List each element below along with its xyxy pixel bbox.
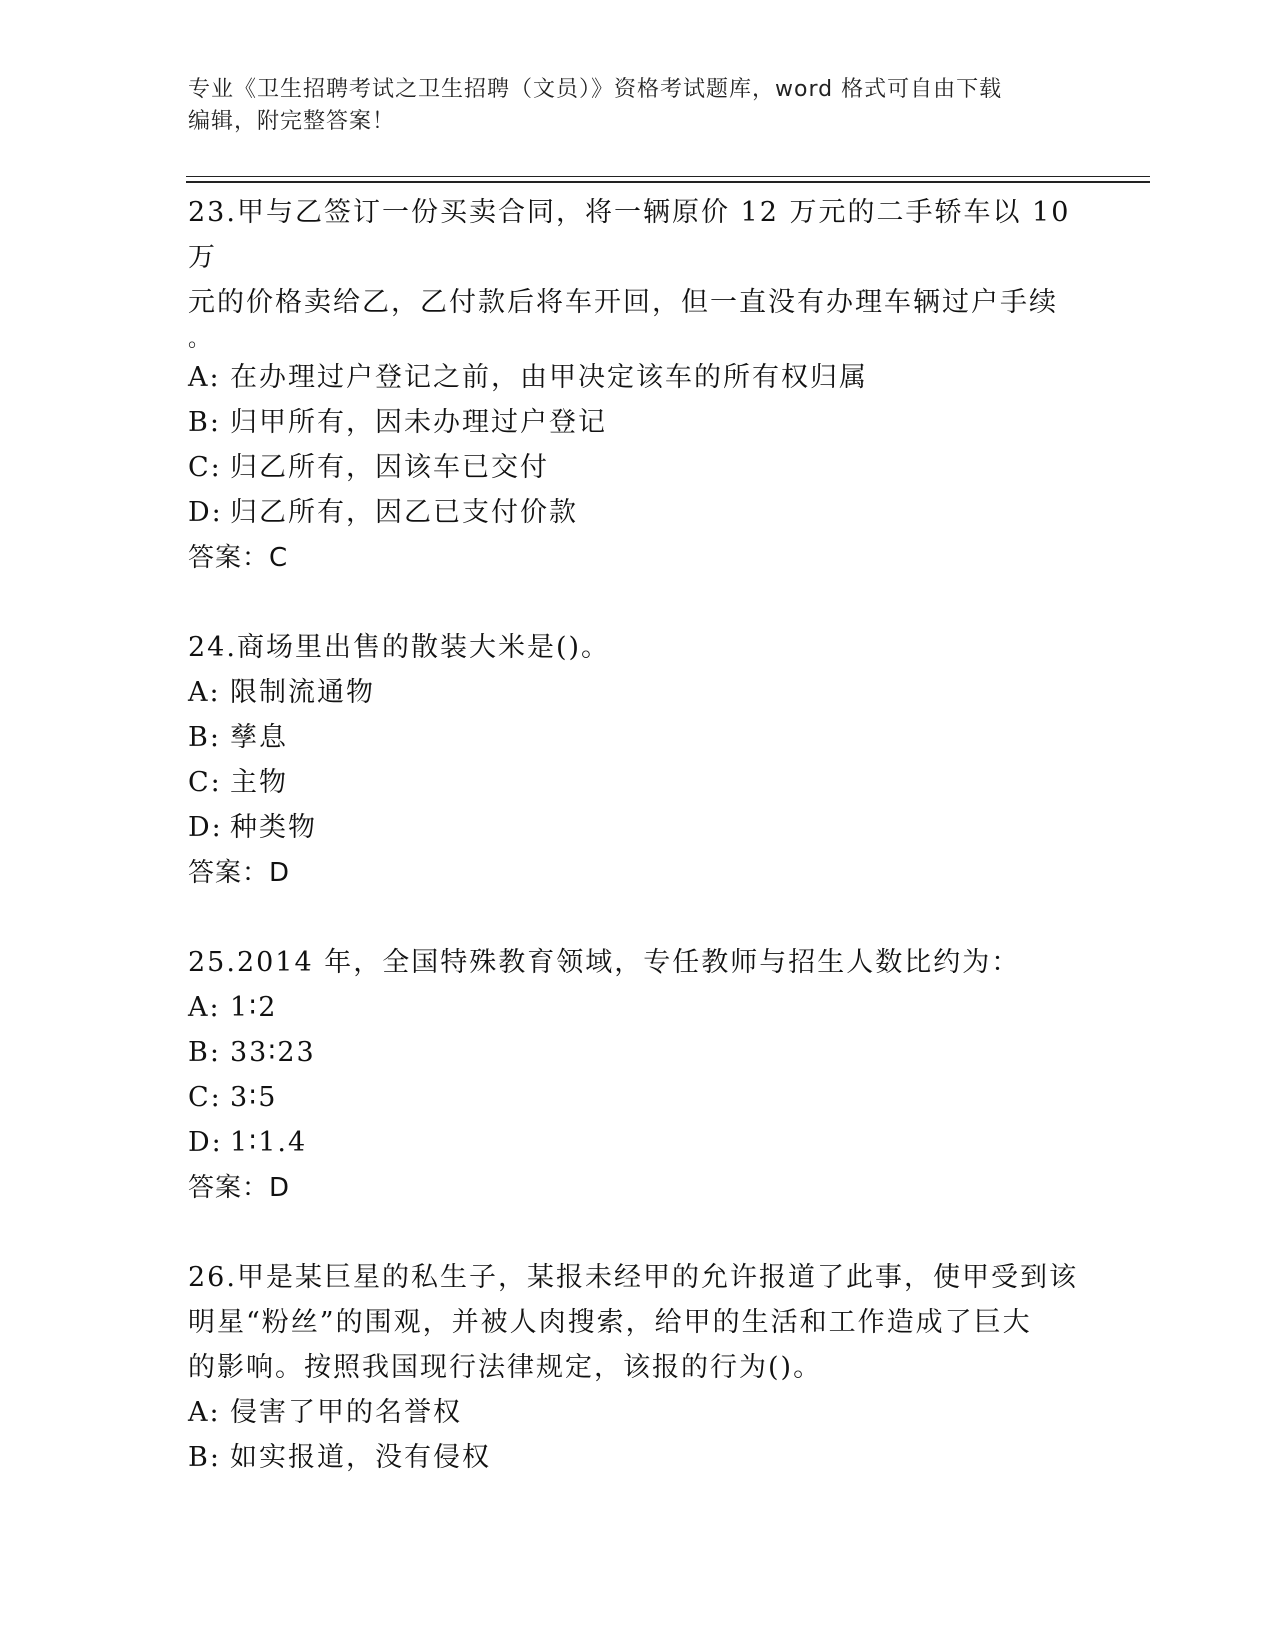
option-d bbox=[188, 490, 1088, 535]
question-stem-line: 明星“粉丝”的围观，并被人肉搜索，给甲的生活和工作造成了巨大 bbox=[188, 1307, 1032, 1338]
option-d bbox=[188, 805, 1088, 850]
option-text: 侵害了甲的名誉权 bbox=[230, 1397, 462, 1428]
question-stem-line: 的影响。按照我国现行法律规定，该报的行为()。 bbox=[188, 1352, 823, 1383]
option-b bbox=[188, 400, 1088, 445]
option-b bbox=[188, 1030, 1088, 1075]
option-a bbox=[188, 355, 1088, 400]
option-key: C: bbox=[188, 452, 222, 483]
header-line-1: 专业《卫生招聘考试之卫生招聘（文员）》资格考试题库，word 格式可自由下载 bbox=[188, 77, 1003, 102]
question-stem-trailing-punct: 。 bbox=[188, 327, 211, 352]
option-key: A: bbox=[188, 992, 221, 1023]
header-divider-thick bbox=[186, 181, 1150, 183]
question-stem-line: 23.甲与乙签订一份买卖合同，将一辆原价 12 万元的二手轿车以 10 万 bbox=[188, 197, 1071, 273]
option-key: C: bbox=[188, 1082, 222, 1113]
option-key: A: bbox=[188, 1397, 221, 1428]
question-23 bbox=[188, 190, 1088, 581]
question-stem-line: 26.甲是某巨星的私生子，某报未经甲的允许报道了此事，使甲受到该 bbox=[188, 1262, 1078, 1293]
option-b bbox=[188, 715, 1088, 760]
question-spacer bbox=[188, 896, 1088, 940]
option-key: A: bbox=[188, 677, 221, 708]
answer: 答案：D bbox=[188, 1173, 291, 1203]
option-c bbox=[188, 760, 1088, 805]
option-text: 1∶2 bbox=[230, 992, 278, 1023]
question-25 bbox=[188, 940, 1088, 1211]
option-key: C: bbox=[188, 767, 222, 798]
answer: 答案：D bbox=[188, 858, 291, 888]
option-a bbox=[188, 1390, 1088, 1435]
option-key: A: bbox=[188, 362, 221, 393]
header-divider-thin bbox=[186, 176, 1150, 177]
option-text: 在办理过户登记之前，由甲决定该车的所有权归属 bbox=[230, 362, 868, 393]
option-c bbox=[188, 445, 1088, 490]
option-text: 1∶1.4 bbox=[230, 1127, 308, 1158]
option-text: 归甲所有，因未办理过户登记 bbox=[230, 407, 607, 438]
question-stem-line: 元的价格卖给乙，乙付款后将车开回，但一直没有办理车辆过户手续 bbox=[188, 287, 1058, 318]
option-key: B: bbox=[188, 722, 221, 753]
answer: 答案：C bbox=[188, 543, 289, 573]
option-a bbox=[188, 985, 1088, 1030]
option-text: 归乙所有，因该车已交付 bbox=[230, 452, 549, 483]
question-stem-line: 25.2014 年，全国特殊教育领域，专任教师与招生人数比约为： bbox=[188, 947, 1021, 978]
option-key: B: bbox=[188, 407, 221, 438]
option-b bbox=[188, 1435, 1088, 1480]
option-text: 限制流通物 bbox=[230, 677, 375, 708]
question-26 bbox=[188, 1255, 1088, 1480]
option-d bbox=[188, 1120, 1088, 1165]
option-key: B: bbox=[188, 1442, 221, 1473]
option-key: D: bbox=[188, 812, 223, 843]
option-key: D: bbox=[188, 497, 223, 528]
option-text: 主物 bbox=[230, 767, 288, 798]
document-header bbox=[188, 74, 1088, 138]
header-line-2: 编辑，附完整答案！ bbox=[188, 109, 396, 134]
question-24 bbox=[188, 625, 1088, 896]
question-list bbox=[188, 190, 1088, 1480]
question-spacer bbox=[188, 1211, 1088, 1255]
option-text: 33∶23 bbox=[230, 1037, 316, 1068]
option-text: 孳息 bbox=[230, 722, 288, 753]
question-stem-line: 24.商场里出售的散装大米是()。 bbox=[188, 632, 611, 663]
option-key: D: bbox=[188, 1127, 223, 1158]
option-text: 归乙所有，因乙已支付价款 bbox=[230, 497, 578, 528]
option-text: 种类物 bbox=[230, 812, 317, 843]
option-text: 如实报道，没有侵权 bbox=[230, 1442, 491, 1473]
option-a bbox=[188, 670, 1088, 715]
option-text: 3∶5 bbox=[230, 1082, 278, 1113]
option-key: B: bbox=[188, 1037, 221, 1068]
question-spacer bbox=[188, 581, 1088, 625]
option-c bbox=[188, 1075, 1088, 1120]
